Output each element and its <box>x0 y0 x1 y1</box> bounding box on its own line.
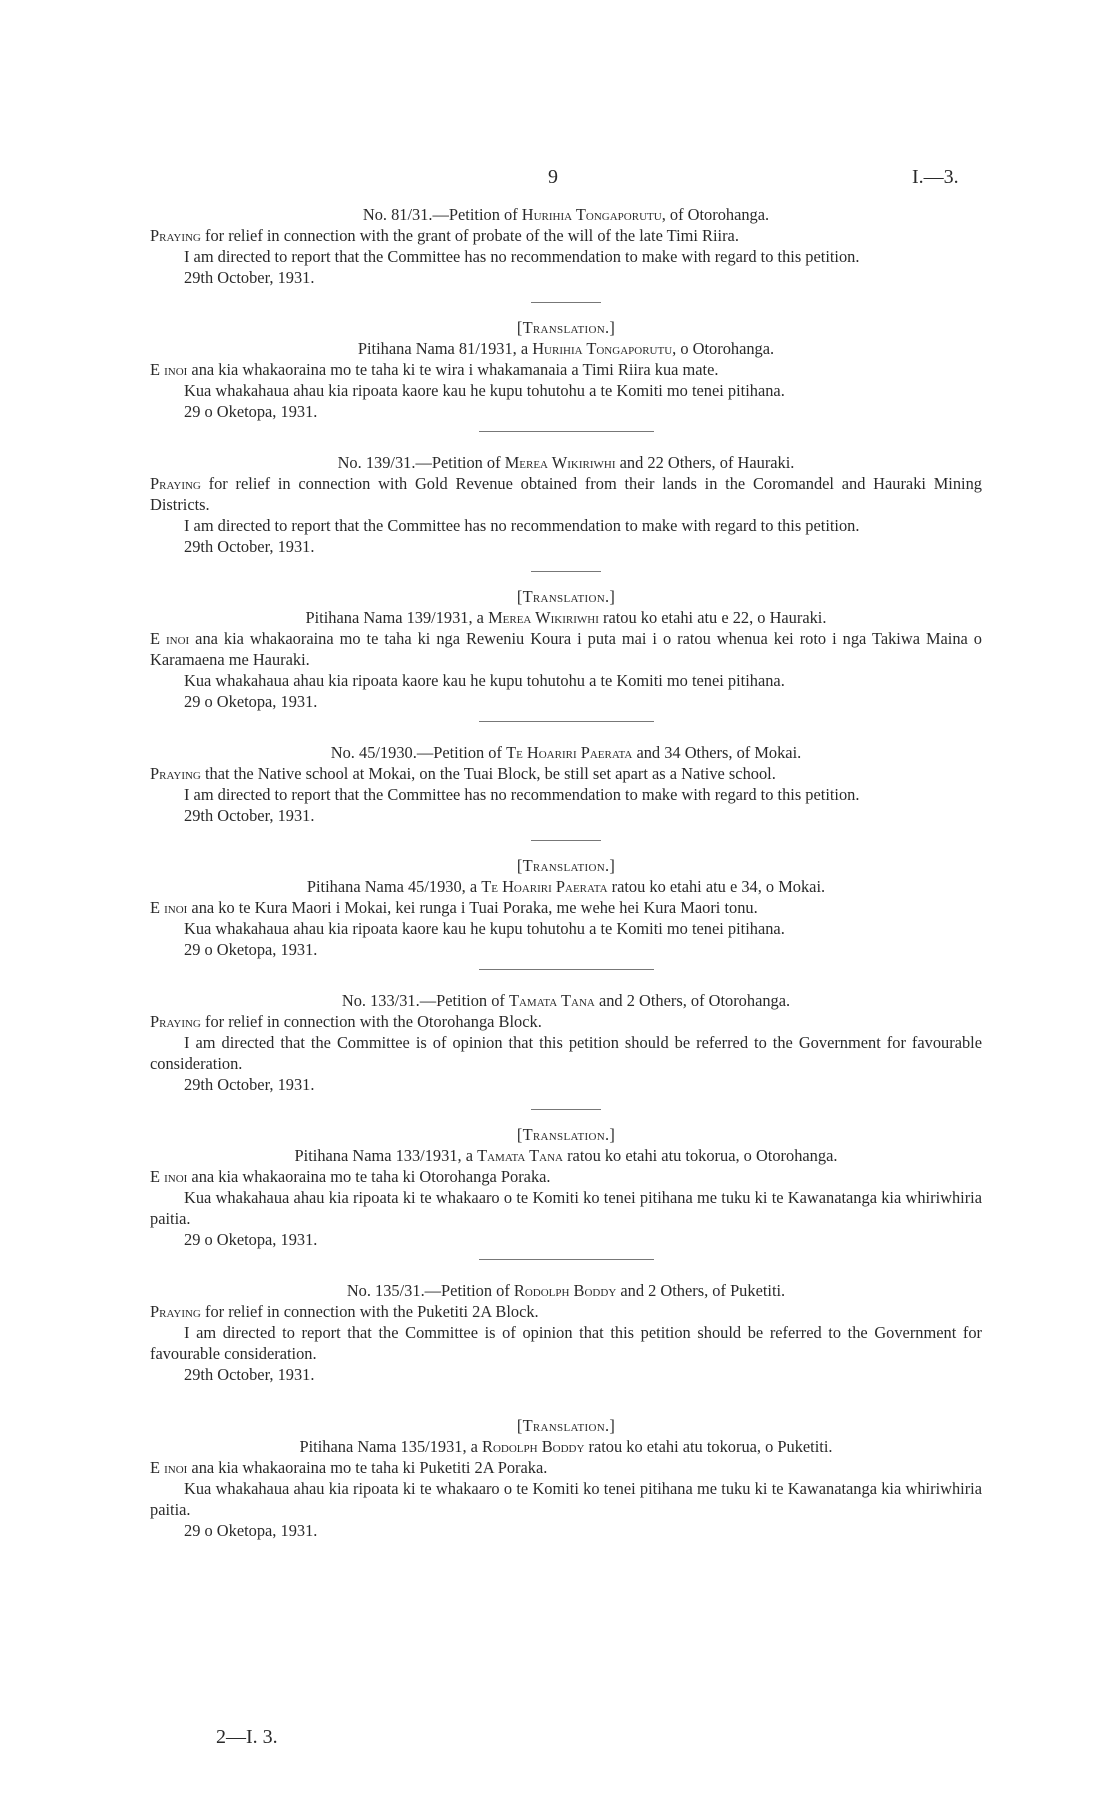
translation-label: [Translation.] <box>516 1125 616 1144</box>
separator-rule <box>531 1109 601 1110</box>
inoi-lead: E inoi <box>150 360 188 379</box>
title-text: ratou ko etahi atu tokorua, o Puketiti. <box>584 1437 833 1456</box>
printer-signature: 2—I. 3. <box>216 1726 278 1748</box>
petition-section <box>150 990 982 1260</box>
praying-paragraph <box>150 763 982 784</box>
petitioner-name: Hurihia Tongaporutu <box>521 205 662 224</box>
translation-title <box>150 338 982 359</box>
translation-report: Kua whakahaua ahau kia ripoata kaore kau he kupu tohutohu a te Komiti mo tenei pitihana. <box>184 381 785 400</box>
translation-report: Kua whakahaua ahau kia ripoata ki te whakaaro o te Komiti ko tenei pitihana me tuku ki te Kawanatanga kia whiriwhiria paitia. <box>150 1188 982 1228</box>
translation-label: [Translation.] <box>516 318 616 337</box>
petitioner-name: Merea Wikiriwhi <box>504 453 616 472</box>
translation-title <box>150 607 982 628</box>
petition-title <box>150 204 982 225</box>
petition-title <box>150 742 982 763</box>
report-paragraph: I am directed to report that the Committee has no recommendation to make with regard to this petition. <box>184 247 860 266</box>
separator-rule <box>531 840 601 841</box>
petitioner-name: Tamata Tana <box>508 991 595 1010</box>
separator-rule <box>531 302 601 303</box>
petitioner-name: Rodolph Boddy <box>482 1437 585 1456</box>
title-text: , of Otorohanga. <box>661 205 770 224</box>
translation-report: Kua whakahaua ahau kia ripoata ki te whakaaro o te Komiti ko tenei pitihana me tuku ki te Kawanatanga kia whiriwhiria paitia. <box>150 1479 982 1519</box>
report-paragraph: I am directed to report that the Committee has no recommendation to make with regard to this petition. <box>184 516 860 535</box>
petitioner-name: Te Hoariri Paerata <box>481 877 608 896</box>
title-text: Pitihana Nama 81/1931, a <box>357 339 533 358</box>
title-text: Pitihana Nama 135/1931, a <box>299 1437 483 1456</box>
translation-paragraph <box>150 628 982 670</box>
petitioner-name: Te Hoariri Paerata <box>506 743 633 762</box>
petition-section <box>150 742 982 970</box>
page-number: 9 <box>548 166 558 188</box>
title-text: and 22 Others, of Hauraki. <box>615 453 795 472</box>
inoi-lead: E inoi <box>150 898 188 917</box>
separator-rule <box>531 571 601 572</box>
section-divider <box>479 721 654 722</box>
petition-section <box>150 1280 982 1541</box>
petition-title <box>150 452 982 473</box>
section-divider <box>479 969 654 970</box>
translation-title <box>150 1145 982 1166</box>
title-text: No. 45/1930.—Petition of <box>330 743 507 762</box>
report-date: 29th October, 1931. <box>184 1075 315 1094</box>
praying-text: for relief in connection with the Otorohanga Block. <box>200 1012 542 1031</box>
inoi-text: ana ko te Kura Maori i Mokai, kei runga i Tuai Poraka, me wehe hei Kura Maori tonu. <box>187 898 758 917</box>
translation-label: [Translation.] <box>516 1416 616 1435</box>
praying-text: for relief in connection with the grant of probate of the will of the late Timi Riira. <box>200 226 739 245</box>
inoi-text: ana kia whakaoraina mo te taha ki nga Reweniu Koura i puta mai i o ratou whenua kei roto i nga Takiwa Maina o Karamaena me Hauraki. <box>150 629 982 669</box>
report-paragraph: I am directed to report that the Committee has no recommendation to make with regard to this petition. <box>184 785 860 804</box>
translation-title <box>150 876 982 897</box>
petitioner-name: Merea Wikiriwhi <box>488 608 599 627</box>
title-text: No. 133/31.—Petition of <box>341 991 509 1010</box>
translation-date: 29 o Oketopa, 1931. <box>184 1230 318 1249</box>
title-text: , o Otorohanga. <box>672 339 775 358</box>
report-date: 29th October, 1931. <box>184 268 315 287</box>
praying-lead: Praying <box>150 474 201 493</box>
title-text: Pitihana Nama 45/1930, a <box>306 877 482 896</box>
inoi-text: ana kia whakaoraina mo te taha ki te wira i whakamanaia a Timi Riira kua mate. <box>187 360 719 379</box>
report-paragraph: I am directed that the Committee is of opinion that this petition should be referred to the Government for favourable consideration. <box>150 1033 982 1073</box>
inoi-lead: E inoi <box>150 1458 188 1477</box>
praying-lead: Praying <box>150 1302 201 1321</box>
inoi-text: ana kia whakaoraina mo te taha ki Otorohanga Poraka. <box>187 1167 551 1186</box>
title-text: ratou ko etahi atu e 34, o Mokai. <box>607 877 826 896</box>
translation-title <box>150 1436 982 1457</box>
report-date: 29th October, 1931. <box>184 1365 315 1384</box>
inoi-text: ana kia whakaoraina mo te taha ki Puketiti 2A Poraka. <box>187 1458 548 1477</box>
petition-title <box>150 1280 982 1301</box>
title-text: No. 139/31.—Petition of <box>337 453 505 472</box>
document-reference: I.—3. <box>912 166 959 188</box>
praying-lead: Praying <box>150 1012 201 1031</box>
translation-paragraph <box>150 359 982 380</box>
praying-paragraph <box>150 473 982 515</box>
praying-lead: Praying <box>150 764 201 783</box>
praying-paragraph <box>150 1011 982 1032</box>
title-text: ratou ko etahi atu e 22, o Hauraki. <box>598 608 827 627</box>
praying-text: for relief in connection with Gold Revenue obtained from their lands in the Coromandel and Hauraki Mining Districts. <box>150 474 982 514</box>
translation-date: 29 o Oketopa, 1931. <box>184 940 318 959</box>
section-divider <box>479 1259 654 1260</box>
praying-lead: Praying <box>150 226 201 245</box>
petitioner-name: Rodolph Boddy <box>513 1281 617 1300</box>
translation-label: [Translation.] <box>516 587 616 606</box>
inoi-lead: E inoi <box>150 629 190 648</box>
title-text: Pitihana Nama 139/1931, a <box>305 608 489 627</box>
section-divider <box>479 431 654 432</box>
title-text: and 34 Others, of Mokai. <box>632 743 802 762</box>
title-text: ratou ko etahi atu tokorua, o Otorohanga. <box>562 1146 838 1165</box>
petitioner-name: Hurihia Tongaporutu <box>532 339 673 358</box>
translation-paragraph <box>150 1457 982 1478</box>
translation-paragraph <box>150 897 982 918</box>
inoi-lead: E inoi <box>150 1167 188 1186</box>
translation-label: [Translation.] <box>516 856 616 875</box>
translation-paragraph <box>150 1166 982 1187</box>
petitioner-name: Tamata Tana <box>477 1146 563 1165</box>
report-date: 29th October, 1931. <box>184 806 315 825</box>
translation-report: Kua whakahaua ahau kia ripoata kaore kau he kupu tohutohu a te Komiti mo tenei pitihana. <box>184 671 785 690</box>
title-text: No. 135/31.—Petition of <box>346 1281 514 1300</box>
translation-date: 29 o Oketopa, 1931. <box>184 402 318 421</box>
praying-text: that the Native school at Mokai, on the Tuai Block, be still set apart as a Native school. <box>200 764 776 783</box>
praying-paragraph <box>150 1301 982 1322</box>
title-text: and 2 Others, of Puketiti. <box>616 1281 786 1300</box>
title-text: and 2 Others, of Otorohanga. <box>594 991 791 1010</box>
title-text: Pitihana Nama 133/1931, a <box>294 1146 478 1165</box>
petition-title <box>150 990 982 1011</box>
report-date: 29th October, 1931. <box>184 537 315 556</box>
translation-date: 29 o Oketopa, 1931. <box>184 1521 318 1540</box>
translation-date: 29 o Oketopa, 1931. <box>184 692 318 711</box>
petitions-body <box>150 204 982 1541</box>
translation-report: Kua whakahaua ahau kia ripoata kaore kau he kupu tohutohu a te Komiti mo tenei pitihana. <box>184 919 785 938</box>
praying-paragraph <box>150 225 982 246</box>
petition-section <box>150 204 982 432</box>
spacer <box>150 1385 982 1415</box>
praying-text: for relief in connection with the Puketiti 2A Block. <box>200 1302 539 1321</box>
report-paragraph: I am directed to report that the Committee is of opinion that this petition should be referred to the Government for favourable consideration. <box>150 1323 982 1363</box>
petition-section <box>150 452 982 722</box>
title-text: No. 81/31.—Petition of <box>362 205 522 224</box>
